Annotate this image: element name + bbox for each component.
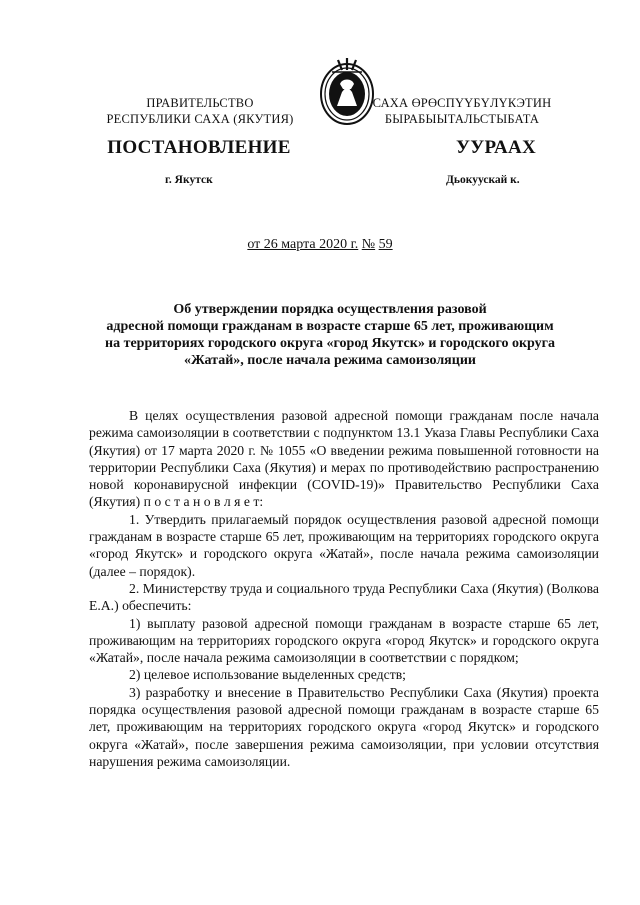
doc-type-ru: ПОСТАНОВЛЕНИЕ — [107, 137, 291, 158]
number-sign: № — [361, 237, 376, 252]
document-date: от 26 марта 2020 г. — [247, 237, 359, 252]
document-number: 59 — [378, 237, 393, 252]
header-left-block — [90, 95, 310, 127]
title-line3: на территориях городского округа «город Якутск» и городского округа — [105, 336, 555, 351]
government-name-sah-line1: САХА ӨРӨСПҮҮБҮЛҮКЭТИН — [372, 96, 552, 110]
document-date-number — [0, 237, 640, 253]
title-line2: адресной помощи гражданам в возрасте старше 65 лет, проживающим — [106, 319, 554, 334]
header-right-block — [352, 95, 572, 127]
item-2-1-paragraph: 1) выплату разовой адресной помощи гражданам в возрасте старше 65 лет, проживающим на территориях городского округа «город Якутск» и городского округа «Жатай», после начала режима самоизоляции в соответствии с порядком; — [89, 615, 599, 666]
item-1-paragraph: 1. Утвердить прилагаемый порядок осуществления разовой адресной помощи гражданам в возрасте старше 65 лет, проживающим на территориях городского округа «город Якутск» и городского округа «Жатай», после начала режима самоизоляции (далее – порядок). — [89, 511, 599, 579]
government-name-sah-line2: БЫРАБЫЫТАЛЬСТЫБАТА — [384, 112, 540, 126]
city-sah: Дьокуускай к. — [446, 174, 520, 186]
government-name-ru-line2: РЕСПУБЛИКИ САХА (ЯКУТИЯ) — [106, 112, 294, 126]
document-body — [89, 407, 599, 770]
title-line4: «Жатай», после начала режима самоизоляции — [184, 353, 476, 368]
document-title — [70, 301, 590, 369]
city-ru: г. Якутск — [165, 174, 213, 186]
doc-type-sah: УУРААХ — [455, 137, 537, 158]
title-line1: Об утверждении порядка осуществления разовой — [173, 302, 487, 317]
item-2-paragraph: 2. Министерству труда и социального труда Республики Саха (Якутия) (Волкова Е.А.) обеспечить: — [89, 580, 599, 614]
government-name-ru-line1: ПРАВИТЕЛЬСТВО — [146, 96, 254, 110]
item-2-3-paragraph: 3) разработку и внесение в Правительство Республики Саха (Якутия) проекта порядка осуществления разовой адресной помощи гражданам в возрасте старше 65 лет, проживающим на территориях городского округа «город Якутск» и городского округа «Жатай», после завершения режима самоизоляции, при условии отсутствия нарушения режима самоизоляции. — [89, 684, 599, 769]
item-2-2-paragraph: 2) целевое использование выделенных средств; — [129, 667, 406, 683]
preamble-paragraph: В целях осуществления разовой адресной помощи гражданам после начала режима самоизоляции в соответствии с подпунктом 13.1 Указа Главы Республики Саха (Якутия) от 17 марта 2020 г. № 1055 «О введении режима повышенной готовности на территории Республики Саха (Якутия) и мерах по противодействию распространению новой коронавирусной инфекции (COVID-19)» Правительство Республики Саха (Якутия) п о с т а н о в л я е т: — [89, 408, 599, 510]
